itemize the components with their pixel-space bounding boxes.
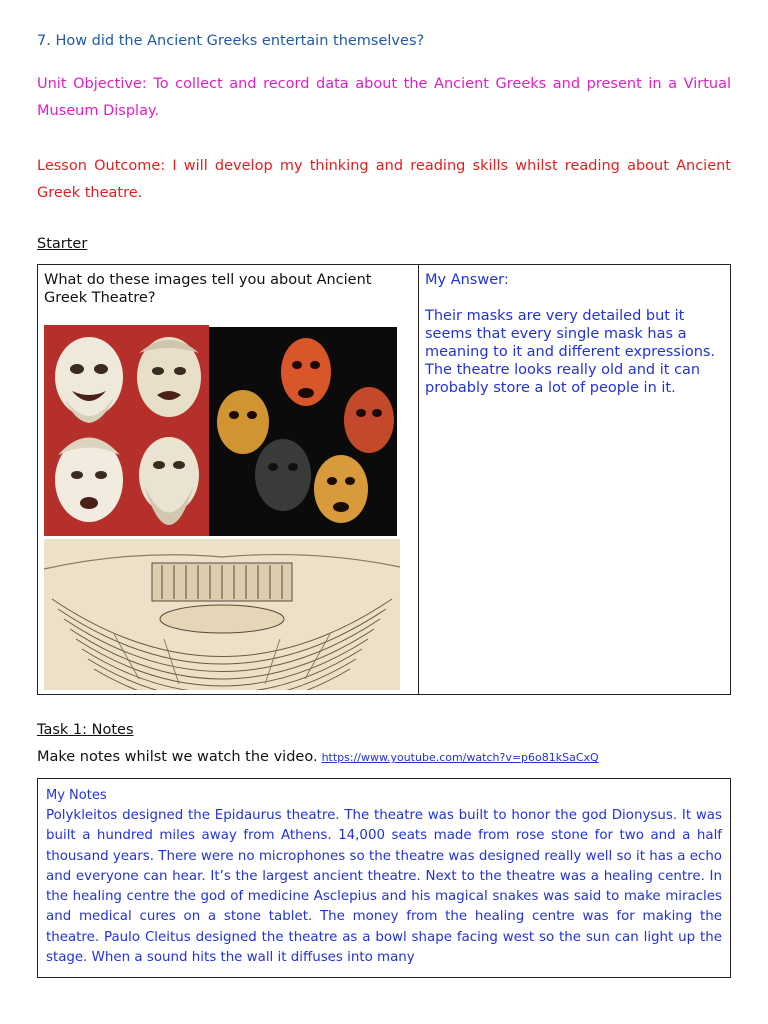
notes-label: My Notes [46, 788, 107, 803]
task1-heading: Task 1: Notes [37, 722, 134, 738]
instruction-text: Make notes whilst we watch the video. [37, 749, 318, 765]
notes-text[interactable]: Polykleitos designed the Epidaurus theatre. The theatre was built to honor the god Dionysus. It was built a hundred miles away from Athens. 14,000 seats made from rose stone for two and a half thousand years. There were no microphones so the theatre was designed really well so it has a echo and everyone can hear. It’s the largest ancient theatre. Next to the theatre was a healing centre. In the healing centre the god of medicine Asclepius and his magical snakes was said to make miracles and medical cures on a stone tablet. The money from the healing centre was for making the theatre. Paulo Cleitus designed the theatre as a bowl shape facing west so the sun can light up the stage. When a sound hits the wall it diffuses into many [46, 808, 722, 966]
notes-box[interactable] [37, 778, 731, 978]
column-divider [418, 265, 419, 694]
video-link[interactable]: https://www.youtube.com/watch?v=p6o81kSaCxQ [321, 751, 599, 764]
answer-label: My Answer: [425, 272, 509, 288]
white-masks-image [44, 325, 209, 536]
ancient-theatre-drawing [44, 539, 400, 690]
starter-table [37, 264, 731, 695]
lesson-outcome: Lesson Outcome: I will develop my thinking and reading skills whilst reading about Ancient Greek theatre. [37, 158, 731, 201]
colored-masks-image [209, 327, 397, 536]
task1-instruction [37, 749, 599, 765]
answer-text[interactable]: Their masks are very detailed but it seems that every single mask has a meaning to it and different expressions. The theatre looks really old and it can probably store a lot of people in it. [425, 308, 716, 396]
unit-objective: Unit Objective: To collect and record data about the Ancient Greeks and present in a Virtual Museum Display. [37, 76, 731, 119]
starter-heading: Starter [37, 236, 88, 252]
question-title: 7. How did the Ancient Greeks entertain themselves? [37, 33, 425, 49]
starter-question: What do these images tell you about Ancient Greek Theatre? [44, 272, 372, 306]
